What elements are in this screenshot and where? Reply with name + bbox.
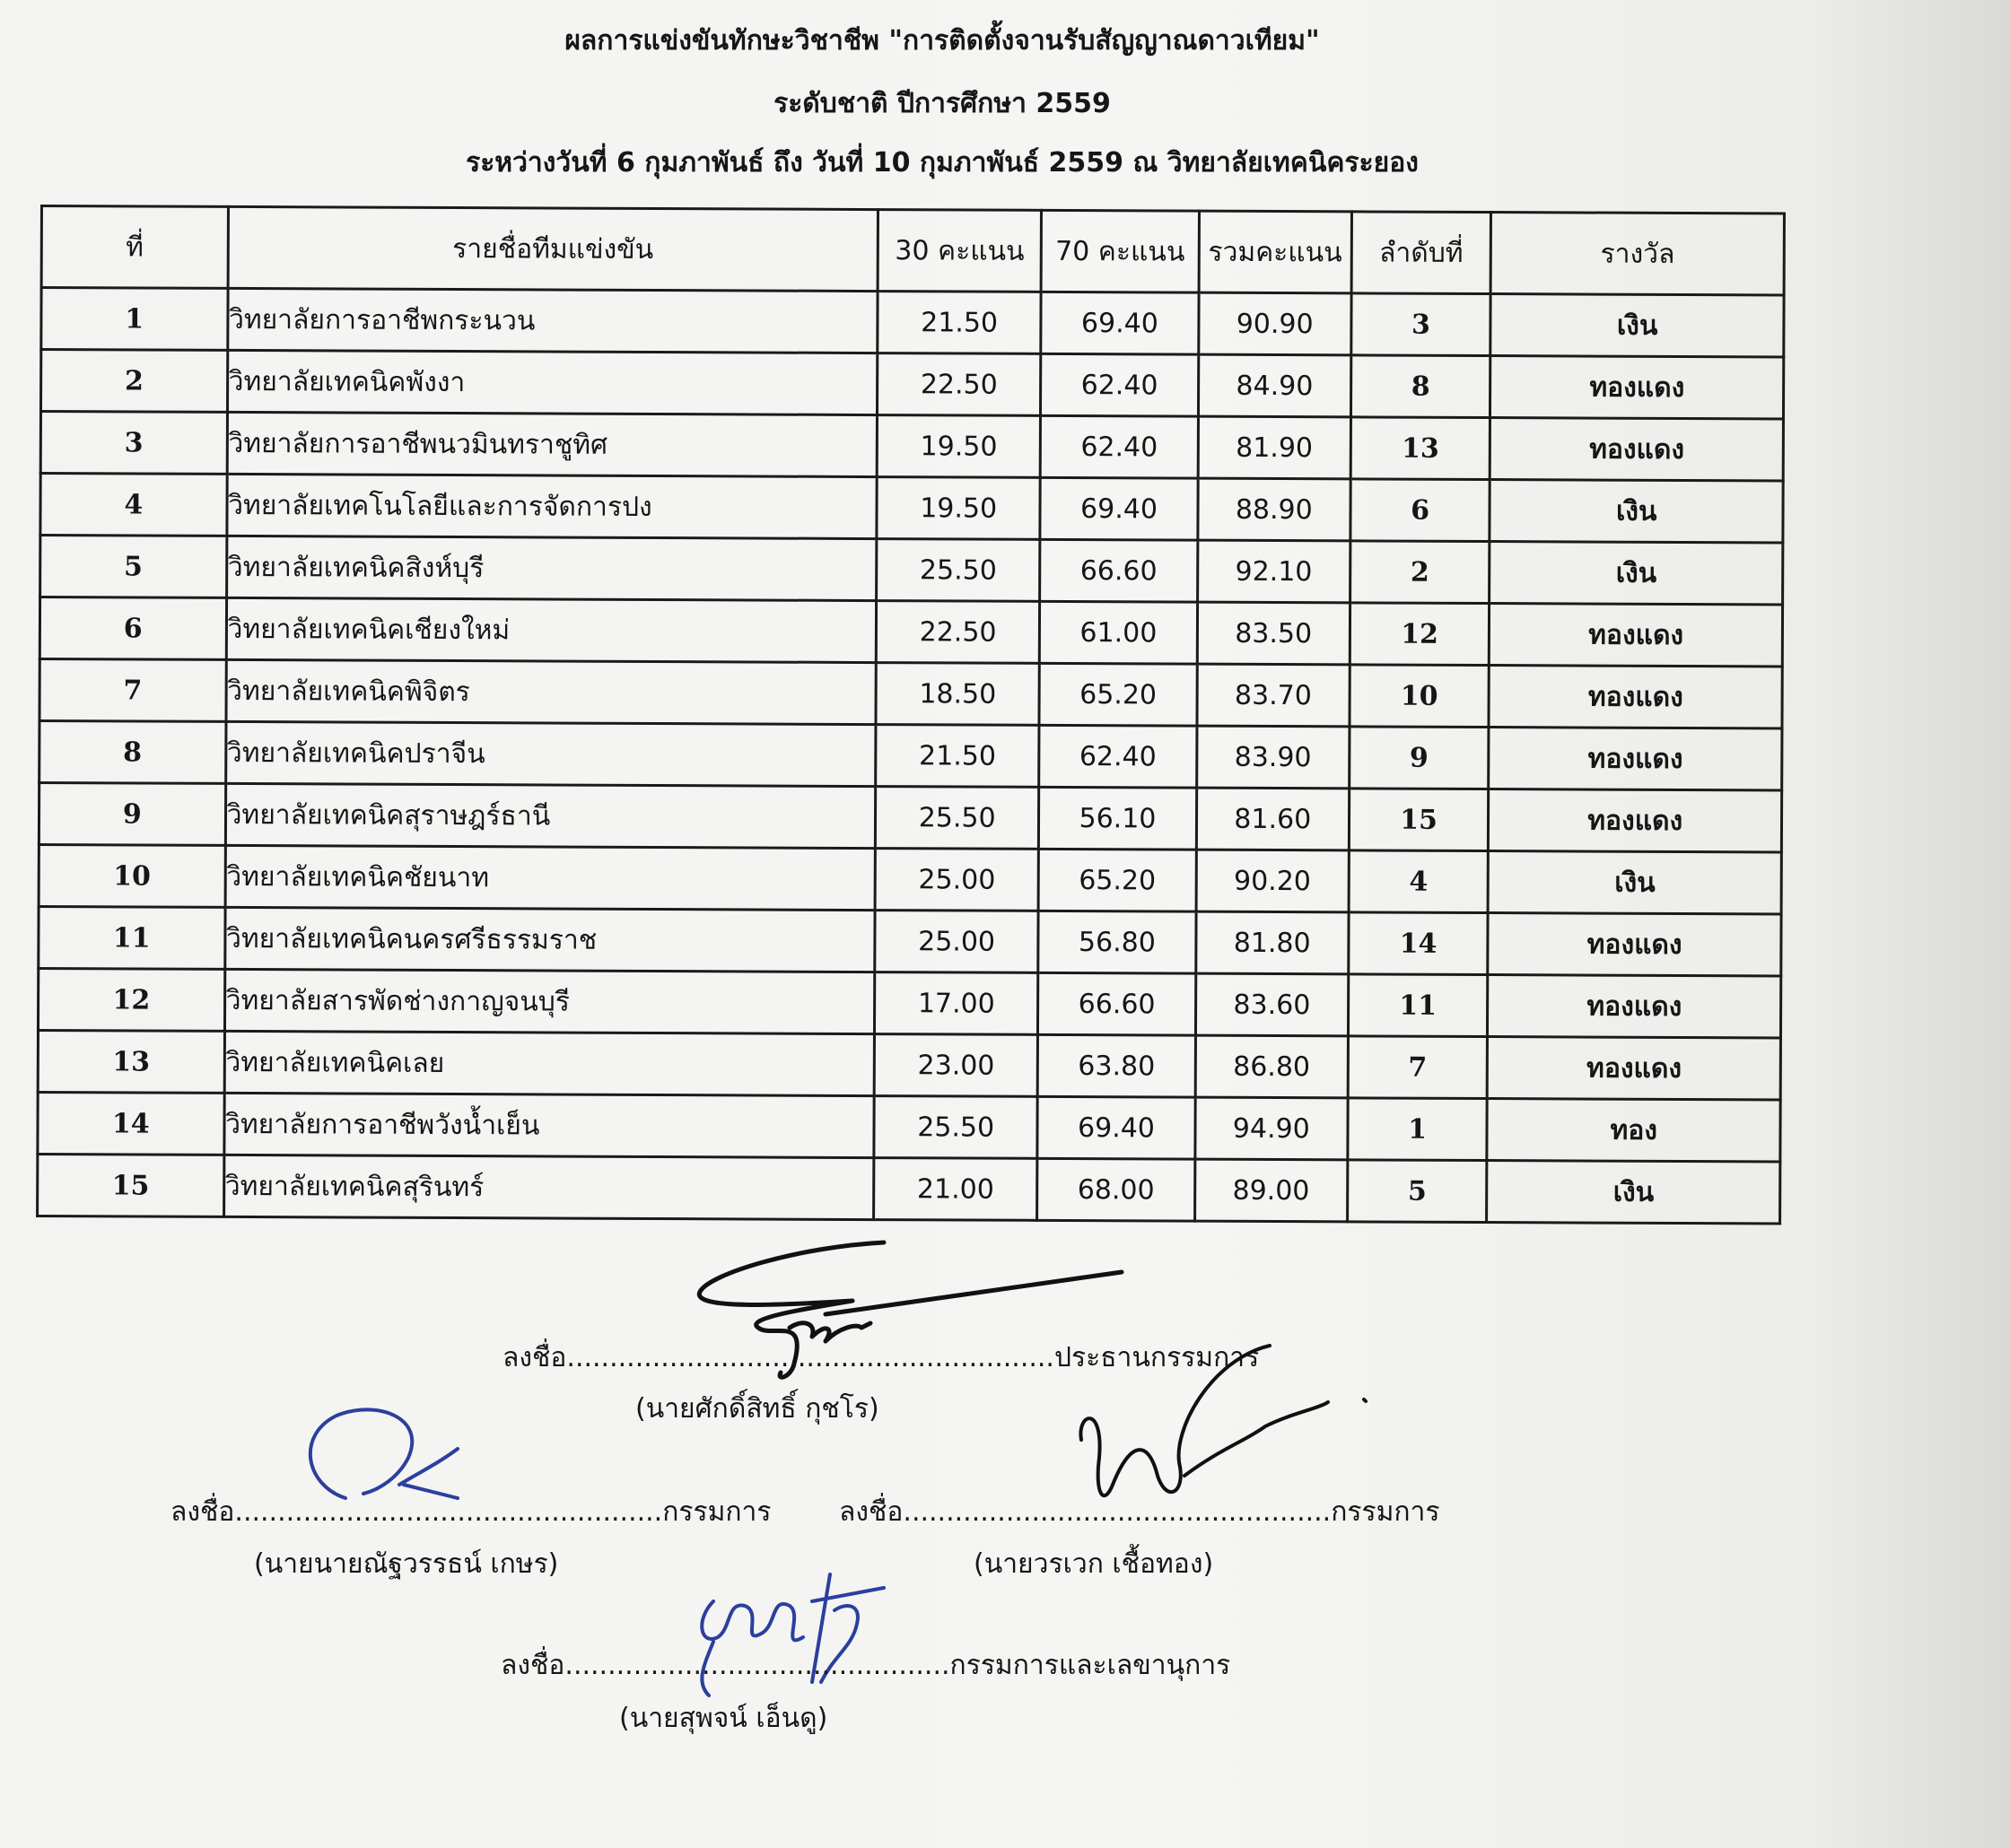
table-row xyxy=(39,597,1782,667)
chair-name: (นายศักดิ์สิทธิ์ กุชโร) xyxy=(635,1393,879,1425)
score-30: 22.50 xyxy=(878,353,1041,416)
score-total: 83.50 xyxy=(1197,602,1350,665)
rank: 8 xyxy=(1350,355,1490,418)
team-name: วิทยาลัยเทคนิคเชียงใหม่ xyxy=(226,597,877,662)
table-row xyxy=(40,474,1783,543)
score-70: 69.40 xyxy=(1040,477,1198,540)
score-total: 84.90 xyxy=(1198,354,1350,417)
rank: 6 xyxy=(1350,479,1490,542)
row-number: 2 xyxy=(40,350,227,413)
team-name: วิทยาลัยเทคโนโลยีและการจัดการปง xyxy=(226,474,877,538)
score-70: 65.20 xyxy=(1038,849,1196,911)
rank: 10 xyxy=(1350,665,1490,728)
score-total: 90.20 xyxy=(1196,850,1349,912)
score-total: 83.90 xyxy=(1197,726,1350,789)
award: ทองแดง xyxy=(1488,913,1781,976)
row-number: 7 xyxy=(39,659,226,722)
rank: 14 xyxy=(1348,912,1488,975)
row-number: 8 xyxy=(39,721,226,784)
rank: 2 xyxy=(1350,541,1490,604)
table-row xyxy=(40,536,1783,605)
rank: 15 xyxy=(1349,789,1489,851)
table-header-row xyxy=(41,206,1784,295)
team-name: วิทยาลัยการอาชีพวังน้ำเย็น xyxy=(223,1093,874,1157)
team-name: วิทยาลัยเทคนิคปราจีน xyxy=(225,721,876,786)
score-30: 23.00 xyxy=(874,1034,1037,1097)
score-total: 86.80 xyxy=(1195,1035,1348,1098)
score-70: 62.40 xyxy=(1041,353,1199,416)
committee-right-signature xyxy=(1068,1341,1373,1512)
secretary-name: (นายสุพจน์ เอ็นดู) xyxy=(619,1703,828,1734)
chair-sign-line: ลงชื่อ.........................................................ประธานกรรมการ xyxy=(502,1342,1260,1373)
award: ทองแดง xyxy=(1489,728,1782,790)
column-header: ที่ xyxy=(41,206,228,289)
team-name: วิทยาลัยเทคนิคพังงา xyxy=(227,350,878,414)
table-row xyxy=(40,412,1783,481)
award: ทองแดง xyxy=(1489,789,1782,852)
score-70: 62.40 xyxy=(1040,415,1198,478)
score-30: 21.50 xyxy=(878,292,1041,354)
score-30: 18.50 xyxy=(876,663,1039,726)
score-30: 19.50 xyxy=(877,477,1040,540)
team-name: วิทยาลัยเทคนิคพิจิตร xyxy=(226,659,877,724)
score-total: 94.90 xyxy=(1195,1097,1348,1160)
award: ทองแดง xyxy=(1488,975,1781,1038)
row-number: 12 xyxy=(38,968,224,1031)
award: เงิน xyxy=(1490,542,1783,605)
column-header: 70 คะแนน xyxy=(1041,210,1199,292)
team-name: วิทยาลัยเทคนิคนครศรีธรรมราช xyxy=(224,907,875,972)
row-number: 1 xyxy=(41,288,228,351)
row-number: 14 xyxy=(38,1092,224,1155)
rank: 3 xyxy=(1350,293,1490,356)
rank: 13 xyxy=(1350,417,1490,480)
score-total: 81.80 xyxy=(1196,911,1349,974)
team-name: วิทยาลัยเทคนิคสิงห์บุรี xyxy=(226,536,877,600)
score-30: 25.50 xyxy=(874,1096,1037,1159)
table-row xyxy=(39,906,1781,975)
score-total: 83.60 xyxy=(1195,973,1348,1036)
table-row xyxy=(39,659,1782,728)
results-table xyxy=(36,205,1786,1225)
award: ทองแดง xyxy=(1488,1037,1781,1100)
committee-left-name: (นายนายณัฐวรรธน์ เกษร) xyxy=(254,1548,559,1580)
score-total: 83.70 xyxy=(1197,664,1350,727)
table-row xyxy=(39,721,1782,790)
award: เงิน xyxy=(1490,480,1783,543)
score-total: 88.90 xyxy=(1198,478,1350,541)
score-70: 68.00 xyxy=(1037,1158,1195,1221)
row-number: 9 xyxy=(39,783,225,846)
award: ทองแดง xyxy=(1489,666,1782,728)
rank: 9 xyxy=(1349,727,1489,789)
team-name: วิทยาลัยเทคนิคสุราษฎร์ธานี xyxy=(225,783,876,848)
table-row xyxy=(38,968,1780,1037)
row-number: 10 xyxy=(39,844,225,907)
table-row xyxy=(40,350,1783,419)
score-total: 89.00 xyxy=(1194,1159,1347,1222)
score-30: 25.50 xyxy=(877,539,1040,602)
committee-right-sign-line: ลงชื่อ..................................................กรรมการ xyxy=(839,1496,1440,1528)
secretary-sign-line: ลงชื่อ.............................................กรรมการและเลขานุการ xyxy=(501,1650,1231,1681)
score-30: 19.50 xyxy=(877,415,1040,478)
score-total: 81.90 xyxy=(1198,416,1350,479)
score-70: 56.80 xyxy=(1038,911,1196,973)
team-name: วิทยาลัยการอาชีพนวมินทราชูทิศ xyxy=(227,412,878,476)
rank: 11 xyxy=(1348,974,1488,1037)
team-name: วิทยาลัยเทคนิคสุรินทร์ xyxy=(223,1155,874,1219)
rank: 4 xyxy=(1349,850,1489,913)
row-number: 15 xyxy=(38,1154,224,1216)
table-row xyxy=(41,288,1784,357)
table-row xyxy=(38,1030,1780,1099)
score-70: 66.60 xyxy=(1038,972,1196,1035)
score-30: 22.50 xyxy=(877,601,1040,664)
score-70: 69.40 xyxy=(1037,1096,1195,1159)
score-70: 62.40 xyxy=(1039,725,1197,788)
column-header: 30 คะแนน xyxy=(878,210,1041,292)
team-name: วิทยาลัยเทคนิคชัยนาท xyxy=(225,845,876,910)
document-subtitle: ระดับชาติ ปีการศึกษา 2559 xyxy=(773,88,1111,119)
score-30: 25.00 xyxy=(875,911,1038,973)
team-name: วิทยาลัยสารพัดช่างกาญจนบุรี xyxy=(224,969,875,1033)
column-header: รวมคะแนน xyxy=(1199,211,1351,293)
award: เงิน xyxy=(1487,1161,1780,1224)
score-70: 63.80 xyxy=(1037,1034,1195,1097)
row-number: 11 xyxy=(39,906,225,969)
table-row xyxy=(38,1154,1780,1223)
score-30: 17.00 xyxy=(875,972,1038,1035)
rank: 1 xyxy=(1348,1098,1488,1161)
column-header: รางวัล xyxy=(1491,213,1785,295)
document-title: ผลการแข่งขันทักษะวิชาชีพ "การติดตั้งจานรับสัญญาณดาวเทียม" xyxy=(564,25,1320,57)
table-row xyxy=(38,1092,1780,1161)
score-30: 25.50 xyxy=(876,787,1039,850)
document-date-venue: ระหว่างวันที่ 6 กุมภาพันธ์ ถึง วันที่ 10 กุมภาพันธ์ 2559 ณ วิทยาลัยเทคนิคระยอง xyxy=(466,147,1419,179)
row-number: 13 xyxy=(38,1030,224,1093)
committee-right-name: (นายวรเวก เชื้อทอง) xyxy=(974,1548,1214,1580)
row-number: 5 xyxy=(40,536,227,598)
row-number: 3 xyxy=(40,412,227,475)
score-total: 92.10 xyxy=(1197,540,1350,603)
rank: 5 xyxy=(1347,1160,1487,1223)
award: เงิน xyxy=(1490,294,1784,357)
score-total: 90.90 xyxy=(1199,292,1351,355)
row-number: 6 xyxy=(39,597,226,660)
score-70: 56.10 xyxy=(1038,787,1196,850)
award: ทองแดง xyxy=(1490,604,1783,667)
table-row xyxy=(39,783,1781,852)
award: ทองแดง xyxy=(1490,356,1784,419)
score-total: 81.60 xyxy=(1196,788,1349,850)
award: ทองแดง xyxy=(1490,418,1784,481)
column-header: รายชื่อทีมแข่งขัน xyxy=(228,206,878,291)
score-70: 69.40 xyxy=(1041,292,1199,354)
column-header: ลำดับที่ xyxy=(1351,212,1491,294)
score-70: 61.00 xyxy=(1039,601,1197,664)
row-number: 4 xyxy=(40,474,227,536)
rank: 7 xyxy=(1348,1036,1488,1099)
score-30: 21.50 xyxy=(876,725,1039,788)
table-row xyxy=(39,844,1781,913)
team-name: วิทยาลัยเทคนิคเลย xyxy=(224,1031,875,1095)
score-70: 65.20 xyxy=(1039,663,1197,726)
score-30: 25.00 xyxy=(875,849,1038,911)
team-name: วิทยาลัยการอาชีพกระนวน xyxy=(227,288,878,353)
score-70: 66.60 xyxy=(1040,539,1198,602)
score-30: 21.00 xyxy=(874,1158,1037,1221)
award: เงิน xyxy=(1489,851,1782,914)
rank: 12 xyxy=(1350,603,1490,666)
committee-left-sign-line: ลงชื่อ..................................................กรรมการ xyxy=(170,1496,772,1528)
award: ทอง xyxy=(1487,1099,1780,1162)
